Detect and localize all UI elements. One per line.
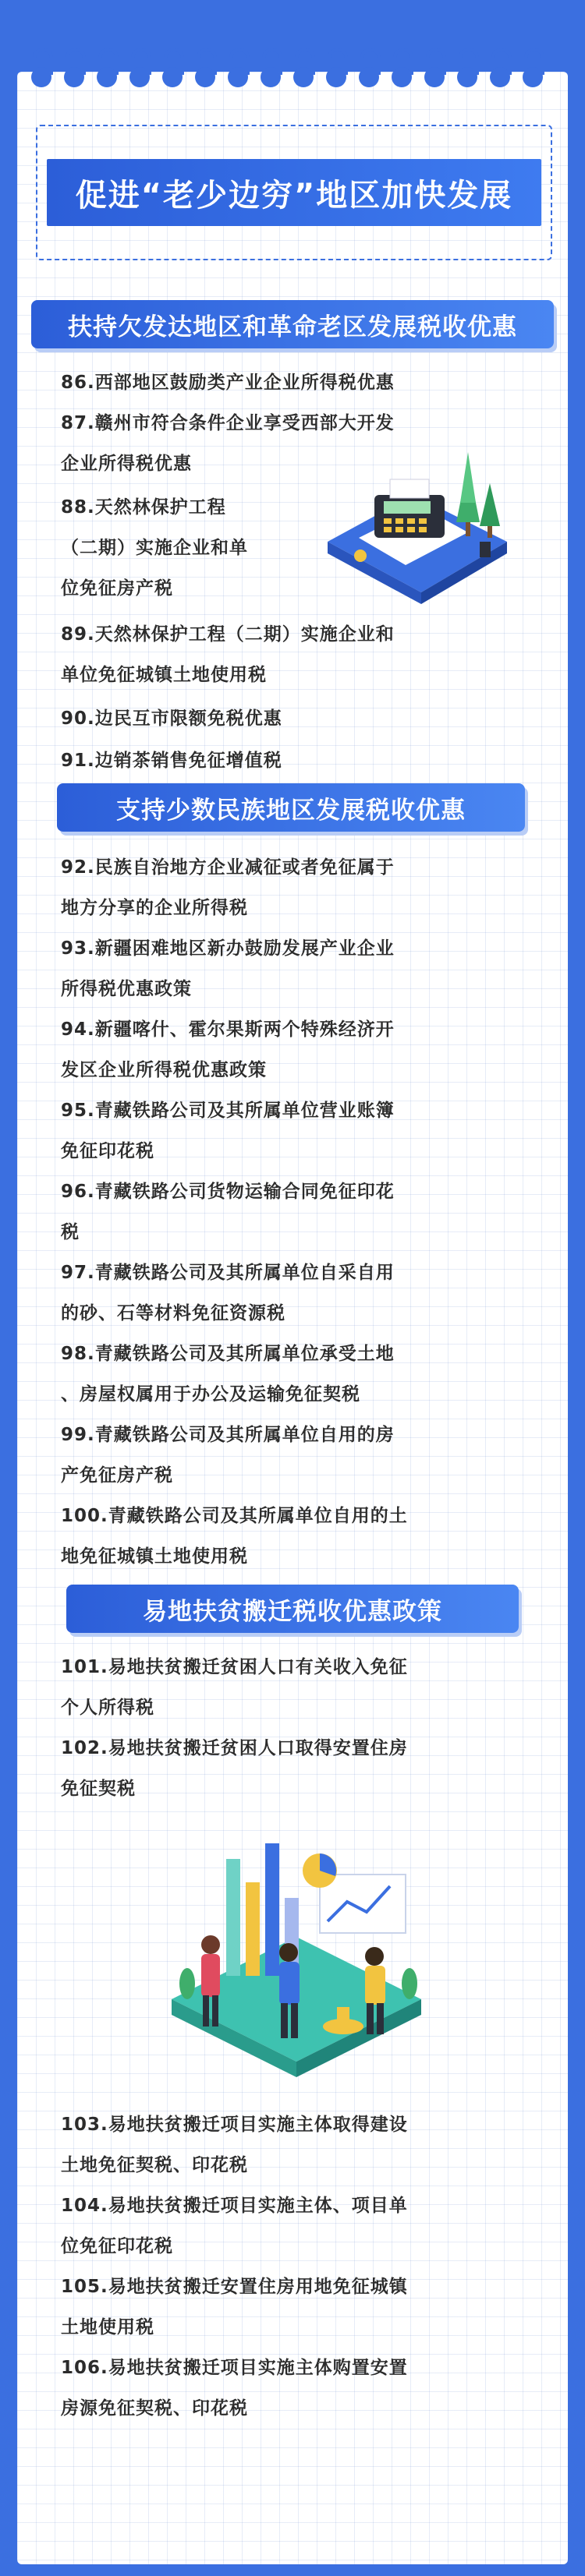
binder-ring-icon: [326, 48, 346, 83]
binder-rings: [31, 48, 554, 95]
list-item: 个人所得税: [61, 1698, 154, 1718]
binder-ring-icon: [228, 48, 248, 83]
list-item: 产免征房产税: [61, 1465, 173, 1486]
list-item: 94.新疆喀什、霍尔果斯两个特殊经济开: [61, 1019, 395, 1040]
list-item: 88.天然林保护工程: [61, 497, 226, 518]
list-item: 105.易地扶贫搬迁安置住房用地免征城镇: [61, 2277, 408, 2297]
list-item: 101.易地扶贫搬迁贫困人口有关收入免征: [61, 1657, 408, 1677]
list-item: 90.边民互市限额免税优惠: [61, 708, 282, 729]
list-item: 102.易地扶贫搬迁贫困人口取得安置住房: [61, 1738, 408, 1758]
list-item: 87.赣州市符合条件企业享受西部大开发: [61, 413, 395, 433]
list-item: 位免征房产税: [61, 578, 173, 599]
list-item: 100.青藏铁路公司及其所属单位自用的土: [61, 1506, 408, 1526]
list-item: 96.青藏铁路公司货物运输合同免征印花: [61, 1182, 395, 1202]
list-item: 92.民族自治地方企业减征或者免征属于: [61, 857, 395, 878]
binder-ring-icon: [195, 48, 215, 83]
list-item: 所得税优惠政策: [61, 979, 192, 999]
list-item: 93.新疆困难地区新办鼓励发展产业企业: [61, 938, 395, 959]
list-item: 土地免征契税、印花税: [61, 2155, 248, 2175]
list-item: 免征印花税: [61, 1141, 154, 1161]
relocation-team-illustration: [140, 1828, 452, 2085]
list-item: 土地使用税: [61, 2317, 154, 2337]
list-item: 86.西部地区鼓励类产业企业所得税优惠: [61, 373, 395, 393]
list-item: 89.天然林保护工程（二期）实施企业和: [61, 624, 395, 645]
list-item: 企业所得税优惠: [61, 454, 192, 474]
list-item: 发区企业所得税优惠政策: [61, 1060, 267, 1080]
title-frame: [36, 125, 552, 260]
binder-ring-icon: [523, 48, 543, 83]
list-item: 的砂、石等材料免征资源税: [61, 1303, 285, 1323]
binder-ring-icon: [129, 48, 150, 83]
list-item: 98.青藏铁路公司及其所属单位承受土地: [61, 1344, 395, 1364]
list-item: 103.易地扶贫搬迁项目实施主体取得建设: [61, 2115, 408, 2135]
binder-ring-icon: [490, 48, 510, 83]
binder-ring-icon: [457, 48, 477, 83]
list-item: 税: [61, 1222, 80, 1242]
list-item: 免征契税: [61, 1779, 136, 1799]
list-item: 104.易地扶贫搬迁项目实施主体、项目单: [61, 2196, 408, 2216]
binder-ring-icon: [293, 48, 314, 83]
binder-ring-icon: [64, 48, 84, 83]
section-title-underdeveloped: 扶持欠发达地区和革命老区发展税收优惠: [31, 300, 554, 348]
section-title-relocation: 易地扶贫搬迁税收优惠政策: [66, 1585, 519, 1633]
list-item: 地免征城镇土地使用税: [61, 1546, 248, 1567]
list-item: 91.边销茶销售免征增值税: [61, 751, 282, 771]
binder-ring-icon: [31, 48, 51, 83]
section-title-ethnic: 支持少数民族地区发展税收优惠: [57, 783, 525, 832]
binder-ring-icon: [392, 48, 412, 83]
list-item: 106.易地扶贫搬迁项目实施主体购置安置: [61, 2358, 408, 2378]
binder-ring-icon: [261, 48, 281, 83]
list-item: 位免征印花税: [61, 2236, 173, 2256]
list-item: （二期）实施企业和单: [61, 538, 248, 558]
binder-ring-icon: [162, 48, 183, 83]
binder-ring-icon: [97, 48, 117, 83]
pos-terminal-illustration: [312, 448, 515, 608]
list-item: 地方分享的企业所得税: [61, 898, 248, 918]
binder-ring-icon: [424, 48, 445, 83]
page-title: 促进“老少边穷”地区加快发展: [47, 159, 541, 226]
list-item: 房源免征契税、印花税: [61, 2398, 248, 2419]
list-item: 单位免征城镇土地使用税: [61, 665, 267, 685]
list-item: 97.青藏铁路公司及其所属单位自采自用: [61, 1263, 395, 1283]
binder-ring-icon: [359, 48, 379, 83]
list-item: 99.青藏铁路公司及其所属单位自用的房: [61, 1425, 395, 1445]
list-item: 、房屋权属用于办公及运输免征契税: [61, 1384, 360, 1405]
list-item: 95.青藏铁路公司及其所属单位营业账簿: [61, 1101, 395, 1121]
